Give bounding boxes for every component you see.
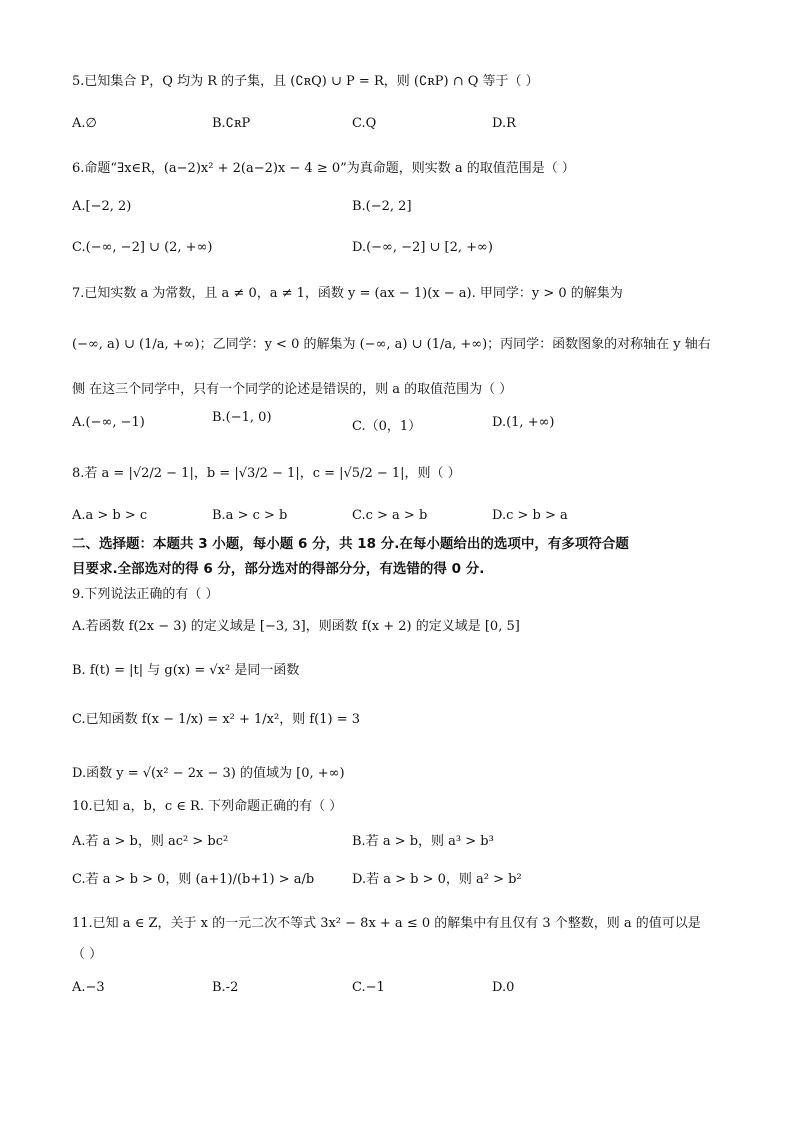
q10-option-b: B.若 a > b，则 a³ > b³: [352, 834, 494, 849]
q5-option-a: A.∅: [72, 116, 97, 131]
q7-option-c: C.（0，1）: [352, 419, 422, 434]
q7-option-d: D.(1, +∞): [492, 415, 555, 430]
q8-stem: 8.若 a = |√2/2 − 1|，b = |√3/2 − 1|，c = |√5/2 − 1|，则（ ）: [72, 466, 461, 481]
q11-option-a: A.−3: [72, 980, 105, 995]
q10-option-c: C.若 a > b > 0，则 (a+1)/(b+1) > a/b: [72, 872, 315, 887]
q7-line2: (−∞, a) ∪ (1/a, +∞)；乙同学：y < 0 的解集为 (−∞, a) ∪ (1/a, +∞)；丙同学：函数图象的对称轴在 y 轴右: [72, 337, 711, 352]
q7-option-a: A.(−∞, −1): [72, 415, 145, 430]
q9-option-b: B. f(t) = |t| 与 g(x) = √x² 是同一函数: [72, 663, 300, 678]
q9-option-c: C.已知函数 f(x − 1/x) = x² + 1/x²，则 f(1) = 3: [72, 712, 361, 727]
q6-option-a: A.[−2, 2): [72, 199, 132, 214]
q5-option-b: B.∁ʀP: [212, 116, 251, 131]
q11-line1: 11.已知 a ∈ Z，关于 x 的一元二次不等式 3x² − 8x + a ≤ 0 的解集中有且仅有 3 个整数，则 a 的值可以是: [72, 916, 701, 931]
q9-option-d: D.函数 y = √(x² − 2x − 3) 的值域为 [0, +∞): [72, 766, 345, 781]
q7-line1: 7.已知实数 a 为常数，且 a ≠ 0，a ≠ 1，函数 y = (ax − 1)(x − a). 甲同学：y > 0 的解集为: [72, 286, 623, 301]
q10-stem: 10.已知 a，b，c ∈ R. 下列命题正确的有（ ）: [72, 799, 343, 814]
q8-option-a: A.a > b > c: [72, 508, 148, 523]
q11-option-d: D.0: [492, 980, 515, 995]
q10-option-a: A.若 a > b，则 ac² > bc²: [72, 834, 229, 849]
q7-option-b: B.(−1, 0): [212, 410, 272, 425]
q11-option-c: C.−1: [352, 980, 385, 995]
q8-option-d: D.c > b > a: [492, 508, 568, 523]
q11-option-b: B.-2: [212, 980, 239, 995]
q8-option-c: C.c > a > b: [352, 508, 428, 523]
q6-stem: 6.命题“∃x∈R，(a−2)x² + 2(a−2)x − 4 ≥ 0”为真命题，则实数 a 的取值范围是（ ）: [72, 161, 575, 176]
q5-option-c: C.Q: [352, 116, 377, 131]
q10-option-d: D.若 a > b > 0，则 a² > b²: [352, 872, 522, 887]
q8-option-b: B.a > c > b: [212, 508, 288, 523]
section2-heading-line2: 目要求.全部选对的得 6 分，部分选对的得部分分，有选错的得 0 分.: [72, 561, 485, 577]
q9-option-a: A.若函数 f(2x − 3) 的定义域是 [−3, 3]，则函数 f(x + 2) 的定义域是 [0, 5]: [72, 619, 520, 634]
q5-option-d: D.R: [492, 116, 516, 131]
q7-line3: 侧 在这三个同学中，只有一个同学的论述是错误的，则 a 的取值范围为（ ）: [72, 382, 513, 397]
q6-option-d: D.(−∞, −2] ∪ [2, +∞): [352, 240, 493, 255]
q9-stem: 9.下列说法正确的有（ ）: [72, 587, 219, 602]
q6-option-c: C.(−∞, −2] ∪ (2, +∞): [72, 240, 213, 255]
q11-line2: （ ）: [72, 947, 103, 962]
section2-heading-line1: 二、选择题：本题共 3 小题，每小题 6 分，共 18 分.在每小题给出的选项中，有多项符合题: [72, 536, 629, 552]
q6-option-b: B.(−2, 2]: [352, 199, 412, 214]
q5-stem: 5.已知集合 P，Q 均为 R 的子集，且 (∁ʀQ) ∪ P = R，则 (∁ʀP) ∩ Q 等于（ ）: [72, 74, 539, 89]
